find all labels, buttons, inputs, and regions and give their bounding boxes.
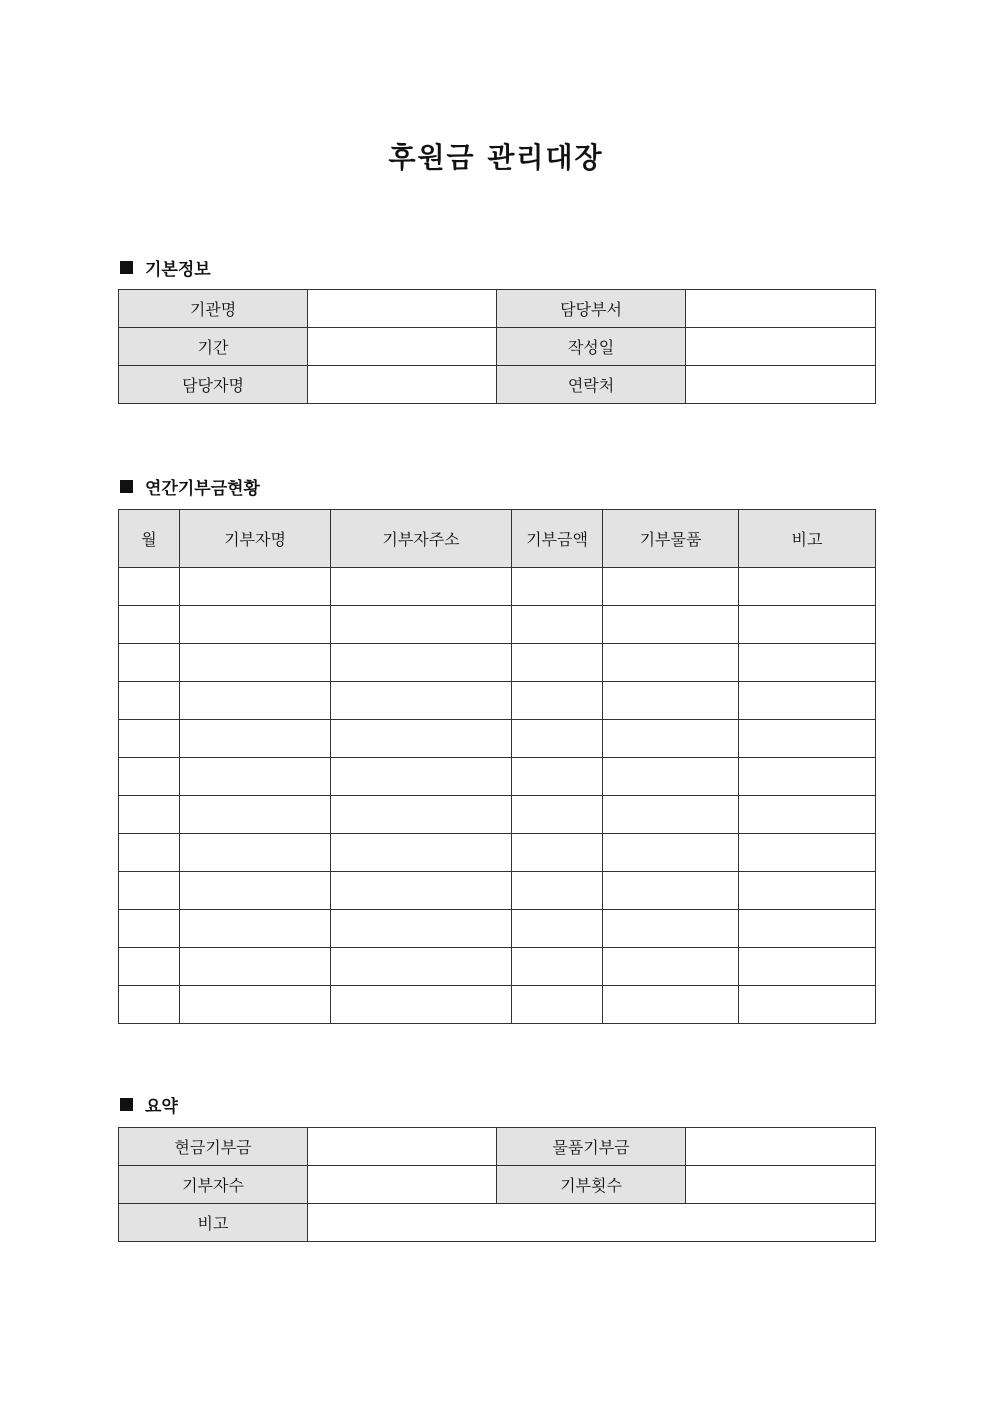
amount-cell[interactable] <box>512 834 603 872</box>
month-cell[interactable] <box>119 948 180 986</box>
donor-address-cell[interactable] <box>331 796 512 834</box>
amount-cell[interactable] <box>512 568 603 606</box>
donor-address-cell[interactable] <box>331 948 512 986</box>
donor-name-cell[interactable] <box>180 758 331 796</box>
org-name-field[interactable] <box>308 290 497 328</box>
table-row <box>119 872 876 910</box>
month-cell[interactable] <box>119 682 180 720</box>
month-cell[interactable] <box>119 986 180 1024</box>
donor-address-cell[interactable] <box>331 568 512 606</box>
amount-cell[interactable] <box>512 682 603 720</box>
table-row <box>119 1166 876 1204</box>
amount-cell[interactable] <box>512 872 603 910</box>
donor-count-field[interactable] <box>308 1166 497 1204</box>
donation-log-body <box>119 568 876 1024</box>
column-header-note: 비고 <box>739 510 876 568</box>
goods-donation-field[interactable] <box>686 1128 876 1166</box>
donor-address-cell[interactable] <box>331 720 512 758</box>
goods-cell[interactable] <box>603 910 739 948</box>
note-cell[interactable] <box>739 910 876 948</box>
column-header-donor-address: 기부자주소 <box>331 510 512 568</box>
amount-cell[interactable] <box>512 986 603 1024</box>
donor-name-cell[interactable] <box>180 796 331 834</box>
donor-address-cell[interactable] <box>331 834 512 872</box>
donor-name-cell[interactable] <box>180 606 331 644</box>
donor-address-cell[interactable] <box>331 644 512 682</box>
note-cell[interactable] <box>739 644 876 682</box>
basic-info-heading-text: 기본정보 <box>145 260 211 280</box>
page-title: 후원금 관리대장 <box>388 141 604 174</box>
column-header-month: 월 <box>119 510 180 568</box>
donor-address-cell[interactable] <box>331 910 512 948</box>
donor-address-cell[interactable] <box>331 872 512 910</box>
black-square-icon <box>120 1098 133 1111</box>
summary-heading <box>120 1092 178 1117</box>
month-cell[interactable] <box>119 568 180 606</box>
table-row <box>119 682 876 720</box>
summary-table <box>118 1127 876 1242</box>
goods-cell[interactable] <box>603 872 739 910</box>
amount-cell[interactable] <box>512 948 603 986</box>
manager-name-field[interactable] <box>308 366 497 404</box>
table-row <box>119 606 876 644</box>
note-cell[interactable] <box>739 986 876 1024</box>
amount-cell[interactable] <box>512 644 603 682</box>
note-cell[interactable] <box>739 758 876 796</box>
note-field[interactable] <box>308 1204 876 1242</box>
donation-log-table <box>118 509 876 1024</box>
amount-cell[interactable] <box>512 758 603 796</box>
month-cell[interactable] <box>119 644 180 682</box>
note-cell[interactable] <box>739 568 876 606</box>
note-cell[interactable] <box>739 606 876 644</box>
note-cell[interactable] <box>739 682 876 720</box>
goods-cell[interactable] <box>603 606 739 644</box>
department-label: 담당부서 <box>497 290 686 328</box>
basic-info-heading <box>120 255 211 280</box>
amount-cell[interactable] <box>512 606 603 644</box>
org-name-label: 기관명 <box>119 290 308 328</box>
table-row <box>119 910 876 948</box>
table-row <box>119 720 876 758</box>
goods-donation-label: 물품기부금 <box>497 1128 686 1166</box>
goods-cell[interactable] <box>603 986 739 1024</box>
black-square-icon <box>120 261 133 274</box>
note-cell[interactable] <box>739 834 876 872</box>
month-cell[interactable] <box>119 796 180 834</box>
department-field[interactable] <box>686 290 876 328</box>
donation-count-label: 기부횟수 <box>497 1166 686 1204</box>
donor-name-cell[interactable] <box>180 682 331 720</box>
note-cell[interactable] <box>739 948 876 986</box>
table-header-row <box>119 510 876 568</box>
black-square-icon <box>120 480 133 493</box>
summary-heading-text: 요약 <box>145 1097 178 1117</box>
basic-info-table <box>118 289 876 404</box>
donor-name-cell[interactable] <box>180 986 331 1024</box>
table-row <box>119 1204 876 1242</box>
cash-donation-label: 현금기부금 <box>119 1128 308 1166</box>
table-row <box>119 328 876 366</box>
table-row <box>119 986 876 1024</box>
note-cell[interactable] <box>739 796 876 834</box>
table-row <box>119 1128 876 1166</box>
contact-field[interactable] <box>686 366 876 404</box>
donor-name-cell[interactable] <box>180 910 331 948</box>
month-cell[interactable] <box>119 758 180 796</box>
table-row <box>119 796 876 834</box>
contact-label: 연락처 <box>497 366 686 404</box>
goods-cell[interactable] <box>603 720 739 758</box>
table-row <box>119 758 876 796</box>
table-row <box>119 366 876 404</box>
note-label: 비고 <box>119 1204 308 1242</box>
goods-cell[interactable] <box>603 568 739 606</box>
month-cell[interactable] <box>119 872 180 910</box>
cash-donation-field[interactable] <box>308 1128 497 1166</box>
donor-count-label: 기부자수 <box>119 1166 308 1204</box>
period-field[interactable] <box>308 328 497 366</box>
amount-cell[interactable] <box>512 796 603 834</box>
month-cell[interactable] <box>119 834 180 872</box>
amount-cell[interactable] <box>512 910 603 948</box>
amount-cell[interactable] <box>512 720 603 758</box>
donor-name-cell[interactable] <box>180 720 331 758</box>
donor-address-cell[interactable] <box>331 758 512 796</box>
month-cell[interactable] <box>119 910 180 948</box>
table-row <box>119 834 876 872</box>
donor-name-cell[interactable] <box>180 834 331 872</box>
donor-name-cell[interactable] <box>180 568 331 606</box>
donor-address-cell[interactable] <box>331 606 512 644</box>
goods-cell[interactable] <box>603 644 739 682</box>
table-row <box>119 948 876 986</box>
donor-address-cell[interactable] <box>331 682 512 720</box>
table-row <box>119 644 876 682</box>
donor-name-cell[interactable] <box>180 948 331 986</box>
note-cell[interactable] <box>739 720 876 758</box>
goods-cell[interactable] <box>603 948 739 986</box>
note-cell[interactable] <box>739 872 876 910</box>
month-cell[interactable] <box>119 720 180 758</box>
donor-name-cell[interactable] <box>180 872 331 910</box>
month-cell[interactable] <box>119 606 180 644</box>
date-written-label: 작성일 <box>497 328 686 366</box>
goods-cell[interactable] <box>603 834 739 872</box>
donation-count-field[interactable] <box>686 1166 876 1204</box>
donor-name-cell[interactable] <box>180 644 331 682</box>
manager-name-label: 담당자명 <box>119 366 308 404</box>
annual-donations-heading <box>120 474 260 499</box>
annual-donations-heading-text: 연간기부금현황 <box>145 479 260 499</box>
goods-cell[interactable] <box>603 796 739 834</box>
column-header-donor-name: 기부자명 <box>180 510 331 568</box>
date-written-field[interactable] <box>686 328 876 366</box>
table-row <box>119 568 876 606</box>
goods-cell[interactable] <box>603 682 739 720</box>
column-header-goods: 기부물품 <box>603 510 739 568</box>
column-header-amount: 기부금액 <box>512 510 603 568</box>
goods-cell[interactable] <box>603 758 739 796</box>
period-label: 기간 <box>119 328 308 366</box>
donor-address-cell[interactable] <box>331 986 512 1024</box>
table-row <box>119 290 876 328</box>
